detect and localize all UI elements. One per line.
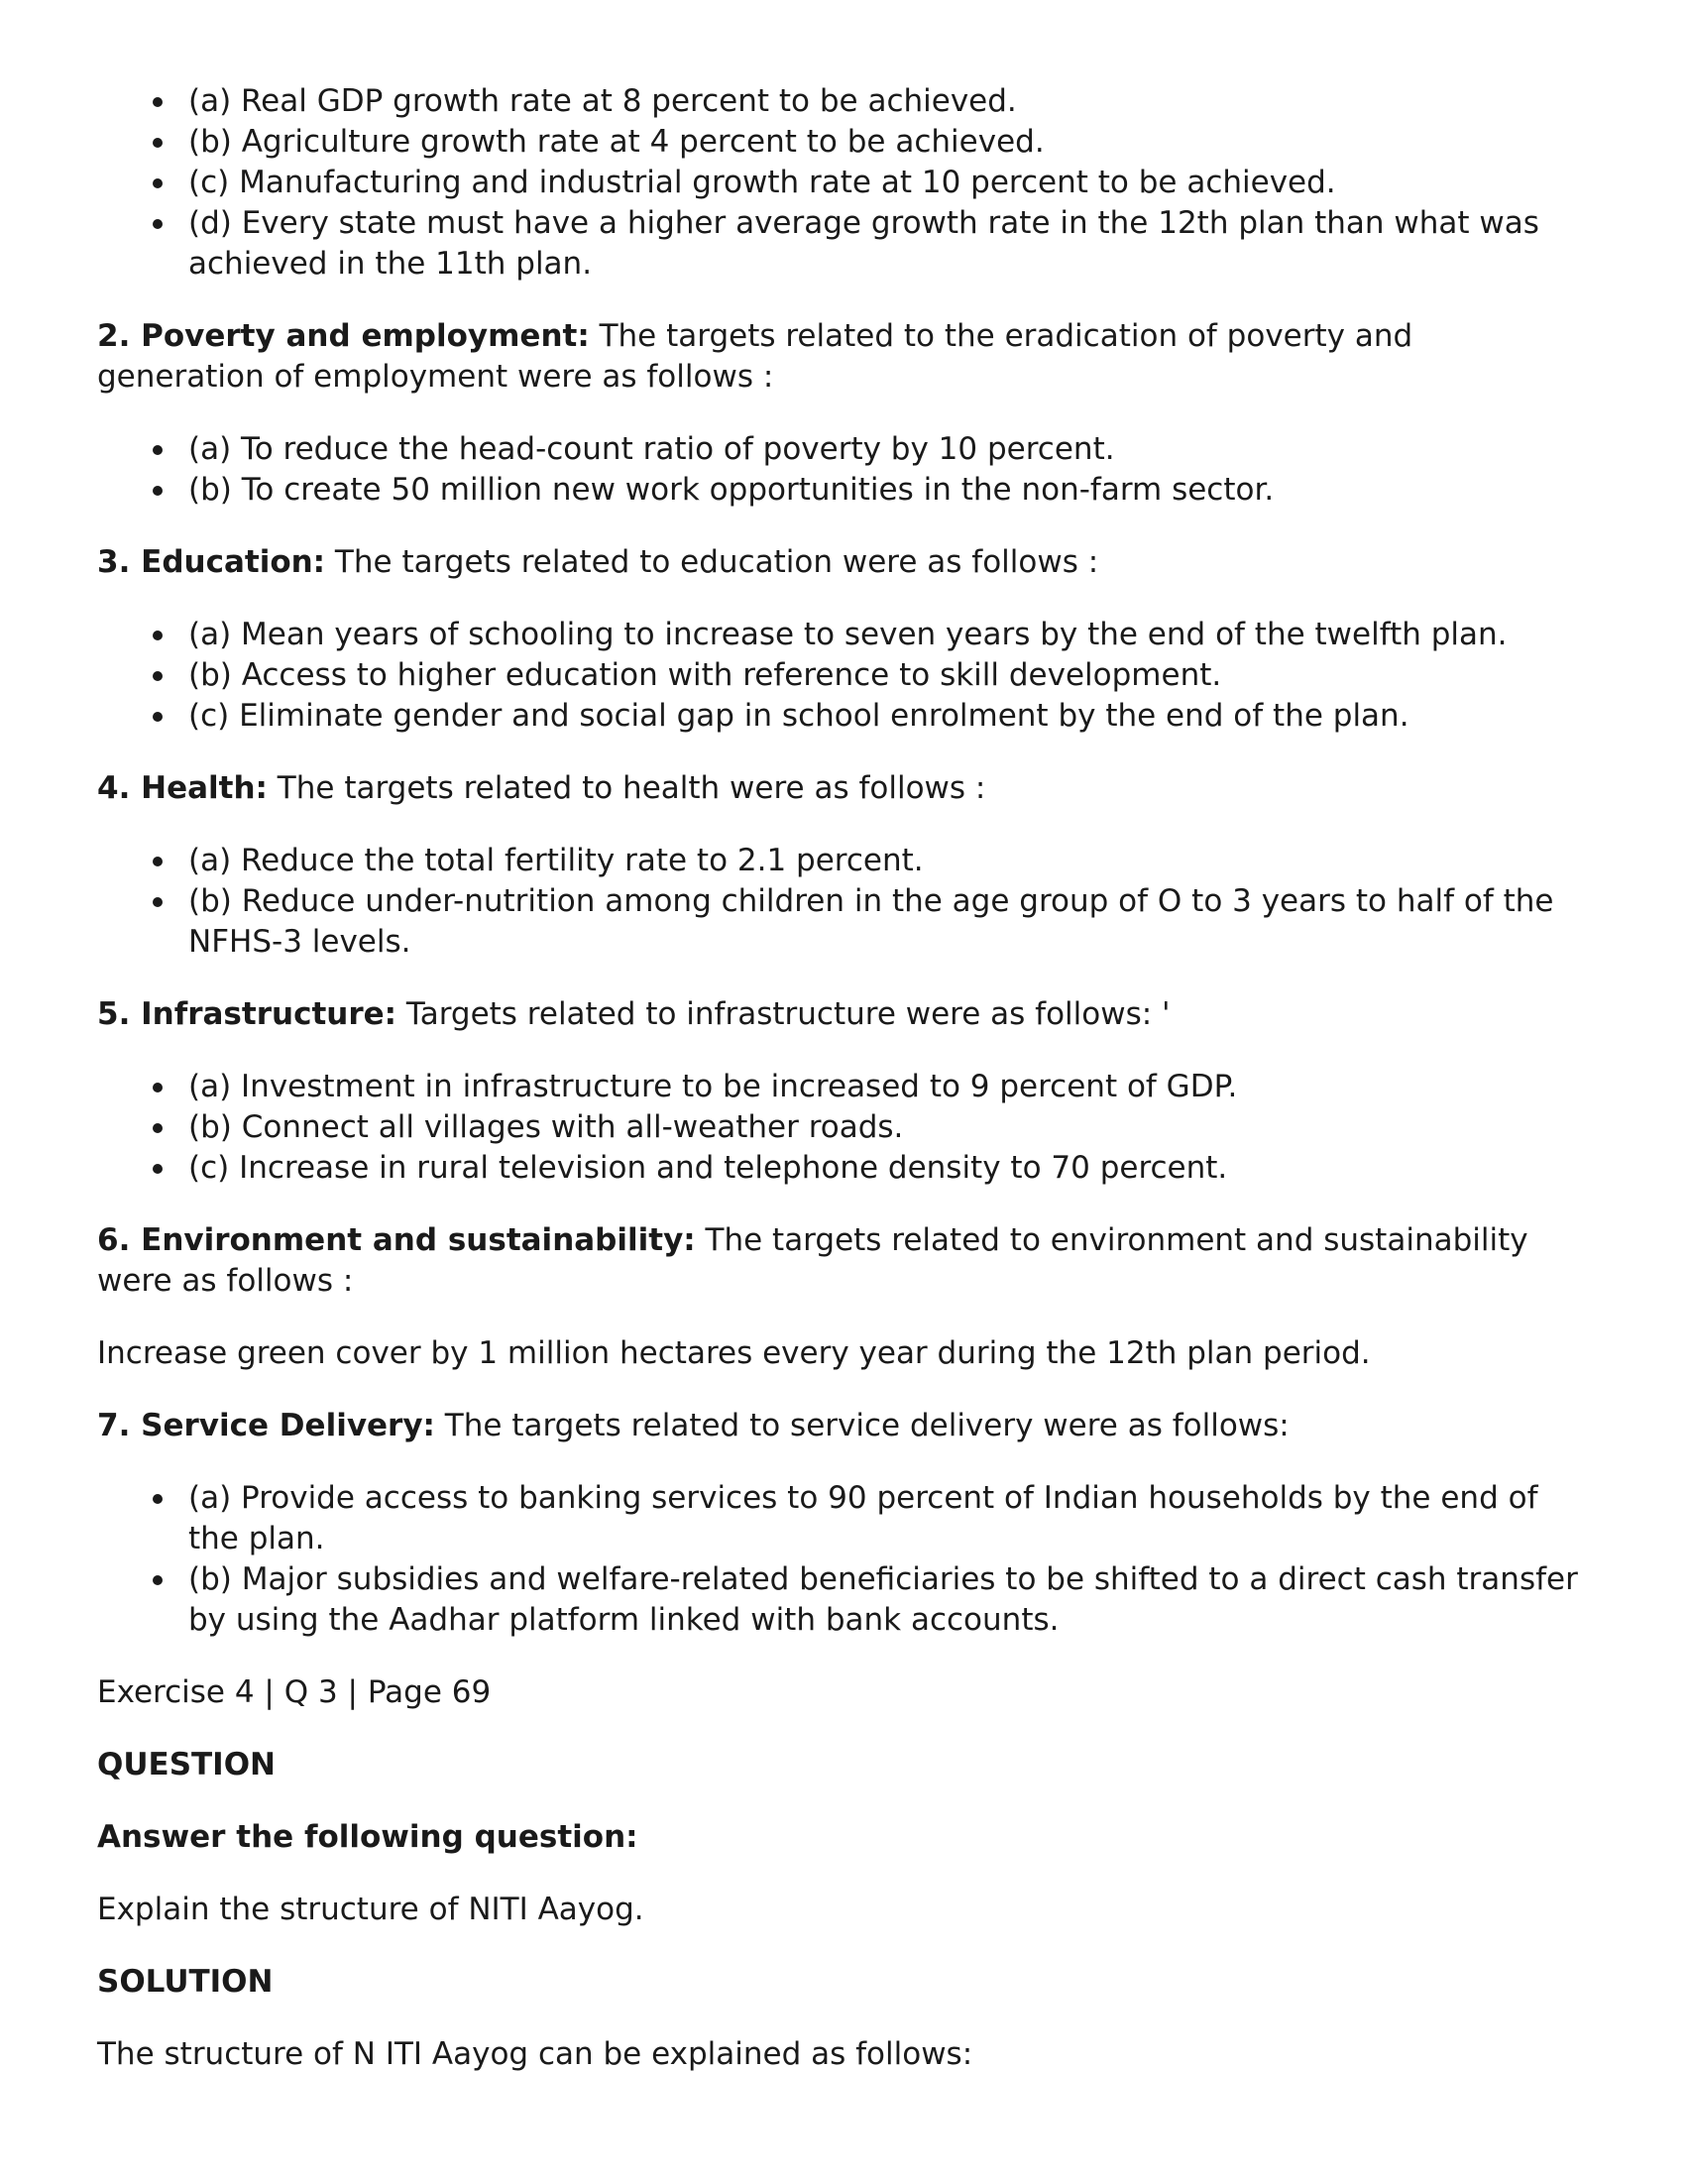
list-item: (a) Real GDP growth rate at 8 percent to be achieved. bbox=[188, 81, 1584, 122]
section-intro: The targets related to environment and sustainability were as follows : bbox=[97, 1222, 1528, 1299]
section-heading: 6. Environment and sustainability: bbox=[97, 1222, 696, 1258]
list-item: (a) Provide access to banking services to 90 percent of Indian households by the end of the plan. bbox=[188, 1478, 1584, 1559]
list-item: (b) Access to higher education with reference to skill development. bbox=[188, 655, 1584, 696]
health-targets-list bbox=[97, 841, 1584, 963]
answer-prompt: Answer the following question: bbox=[97, 1819, 638, 1855]
list-item: (c) Eliminate gender and social gap in school enrolment by the end of the plan. bbox=[188, 696, 1584, 737]
list-item: (a) Reduce the total fertility rate to 2.1 percent. bbox=[188, 841, 1584, 881]
section-intro: Targets related to infrastructure were as follows: ' bbox=[396, 996, 1171, 1032]
section-education bbox=[97, 542, 1584, 583]
environment-target-text: Increase green cover by 1 million hectares every year during the 12th plan period. bbox=[97, 1335, 1371, 1371]
education-targets-list bbox=[97, 615, 1584, 737]
poverty-targets-list bbox=[97, 429, 1584, 511]
section-intro: The targets related to service delivery were as follows: bbox=[434, 1408, 1290, 1443]
list-item: (d) Every state must have a higher average growth rate in the 12th plan than what was achieved in the 11th plan. bbox=[188, 203, 1584, 285]
section-infrastructure bbox=[97, 994, 1584, 1035]
section-heading: 3. Education: bbox=[97, 544, 326, 580]
section-intro: The targets related to education were as follows : bbox=[325, 544, 1099, 580]
list-item: (c) Manufacturing and industrial growth rate at 10 percent to be achieved. bbox=[188, 163, 1584, 203]
list-item: (b) To create 50 million new work opportunities in the non-farm sector. bbox=[188, 470, 1584, 511]
list-item: (a) Mean years of schooling to increase to seven years by the end of the twelfth plan. bbox=[188, 615, 1584, 655]
section-heading: 5. Infrastructure: bbox=[97, 996, 397, 1032]
section-poverty-employment bbox=[97, 316, 1584, 398]
growth-targets-list bbox=[97, 81, 1584, 285]
infrastructure-targets-list bbox=[97, 1067, 1584, 1189]
section-service-delivery bbox=[97, 1406, 1584, 1446]
list-item: (a) To reduce the head-count ratio of poverty by 10 percent. bbox=[188, 429, 1584, 470]
list-item: (b) Connect all villages with all-weather roads. bbox=[188, 1107, 1584, 1148]
section-intro: The targets related to health were as follows : bbox=[267, 770, 986, 806]
section-heading: 4. Health: bbox=[97, 770, 268, 806]
list-item: (b) Major subsidies and welfare-related beneficiaries to be shifted to a direct cash transfer by using the Aadhar platform linked with bank accounts. bbox=[188, 1559, 1584, 1641]
list-item: (c) Increase in rural television and telephone density to 70 percent. bbox=[188, 1148, 1584, 1189]
section-heading: 2. Poverty and employment: bbox=[97, 318, 590, 354]
solution-label: SOLUTION bbox=[97, 1964, 274, 2000]
section-intro: The targets related to the eradication of poverty and generation of employment were as follows : bbox=[97, 318, 1413, 395]
list-item: (b) Agriculture growth rate at 4 percent to be achieved. bbox=[188, 122, 1584, 163]
section-environment bbox=[97, 1220, 1584, 1302]
exercise-reference: Exercise 4 | Q 3 | Page 69 bbox=[97, 1674, 492, 1710]
question-label: QUESTION bbox=[97, 1747, 277, 1782]
section-heading: 7. Service Delivery: bbox=[97, 1408, 435, 1443]
list-item: (b) Reduce under-nutrition among children in the age group of O to 3 years to half of the NFHS-3 levels. bbox=[188, 881, 1584, 963]
section-health bbox=[97, 768, 1584, 809]
list-item: (a) Investment in infrastructure to be increased to 9 percent of GDP. bbox=[188, 1067, 1584, 1107]
service-delivery-targets-list bbox=[97, 1478, 1584, 1641]
question-text: Explain the structure of NITI Aayog. bbox=[97, 1892, 644, 1927]
document-page bbox=[97, 81, 1584, 2107]
solution-intro: The structure of N ITI Aayog can be explained as follows: bbox=[97, 2036, 973, 2072]
